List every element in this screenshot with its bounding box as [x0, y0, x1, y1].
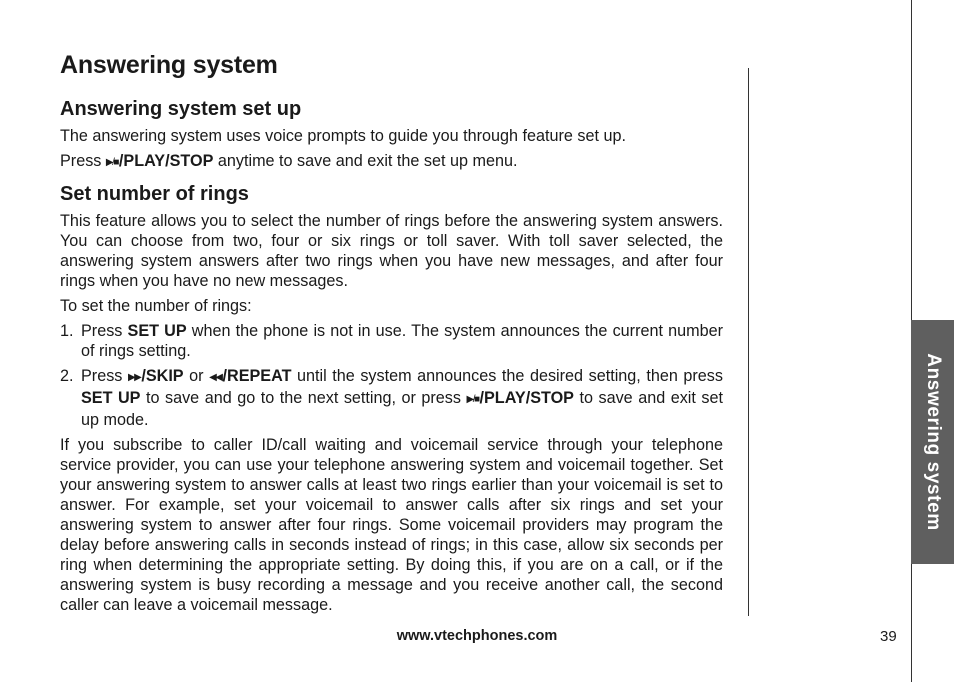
play-stop-icon: ▶/■	[466, 394, 479, 405]
step1-pre: Press	[81, 322, 128, 340]
list-item	[60, 321, 723, 361]
setup-p2-pre: Press	[60, 152, 106, 170]
play-stop-key-label: /PLAY/STOP	[479, 389, 574, 407]
side-tab-label: Answering system	[922, 353, 944, 531]
voicemail-note: If you subscribe to caller ID/call waiting and voicemail service through your telephone service provider, you can use your telephone answering system and voicemail together. Set your answering system to answer calls at least two rings earlier than your voicemail is set to answer. For example, set your voicemail to answer calls after six rings and set your answering system to answer after four rings. Some voicemail providers may program the delay before answering calls in seconds instead of rings; in this case, allow six seconds per ring when determining the appropriate setting. By doing this, if you are on a call, or if the answering system is busy recording a message and you receive another call, the second caller can leave a voicemail message.	[60, 436, 723, 614]
repeat-key-label: /REPEAT	[222, 367, 292, 385]
rings-lead: To set the number of rings:	[60, 297, 252, 315]
column-divider	[748, 68, 749, 616]
page-title: Answering system	[60, 51, 278, 79]
repeat-icon: ◀◀	[209, 372, 222, 383]
setup-paragraph-1: The answering system uses voice prompts to guide you through feature set up.	[60, 127, 626, 145]
play-stop-icon: ▶/■	[105, 157, 118, 168]
step-number: 1.	[60, 322, 74, 340]
step2-pre: Press	[81, 367, 128, 385]
step2-mid2: until the system announces the desired setting, then press	[291, 367, 723, 385]
edge-line-bottom	[911, 564, 912, 682]
rings-intro: This feature allows you to select the number of rings before the answering system answers. You can choose from two, four or six rings or toll saver. With toll saver selected, the answering system answers after two rings when you have new messages, and after four rings when you have no new messages.	[60, 212, 723, 290]
setup-paragraph-2	[60, 151, 723, 173]
step2-mid3: to save and go to the next setting, or press	[140, 389, 467, 407]
step2-post: to save and exit set up mode.	[81, 389, 723, 429]
skip-key-label: /SKIP	[141, 367, 184, 385]
step1-post: when the phone is not in use. The system announces the current number of rings setting.	[81, 322, 723, 360]
section-heading-rings: Set number of rings	[60, 183, 249, 205]
play-stop-key-label: /PLAY/STOP	[118, 152, 214, 170]
step-number: 2.	[60, 367, 74, 385]
set-up-key-label: SET UP	[81, 389, 141, 407]
setup-p2-post: anytime to save and exit the set up menu.	[213, 152, 518, 170]
set-up-key-label: SET UP	[127, 322, 187, 340]
page-number: 39	[880, 628, 897, 645]
rings-steps	[60, 321, 723, 430]
skip-icon: ▶▶	[127, 372, 141, 383]
section-side-tab	[911, 320, 954, 564]
footer-url: www.vtechphones.com	[396, 628, 558, 644]
edge-line-top	[911, 0, 912, 320]
section-heading-setup: Answering system set up	[60, 98, 302, 120]
step2-mid1: or	[183, 367, 210, 385]
main-content	[60, 97, 723, 620]
list-item	[60, 366, 723, 430]
